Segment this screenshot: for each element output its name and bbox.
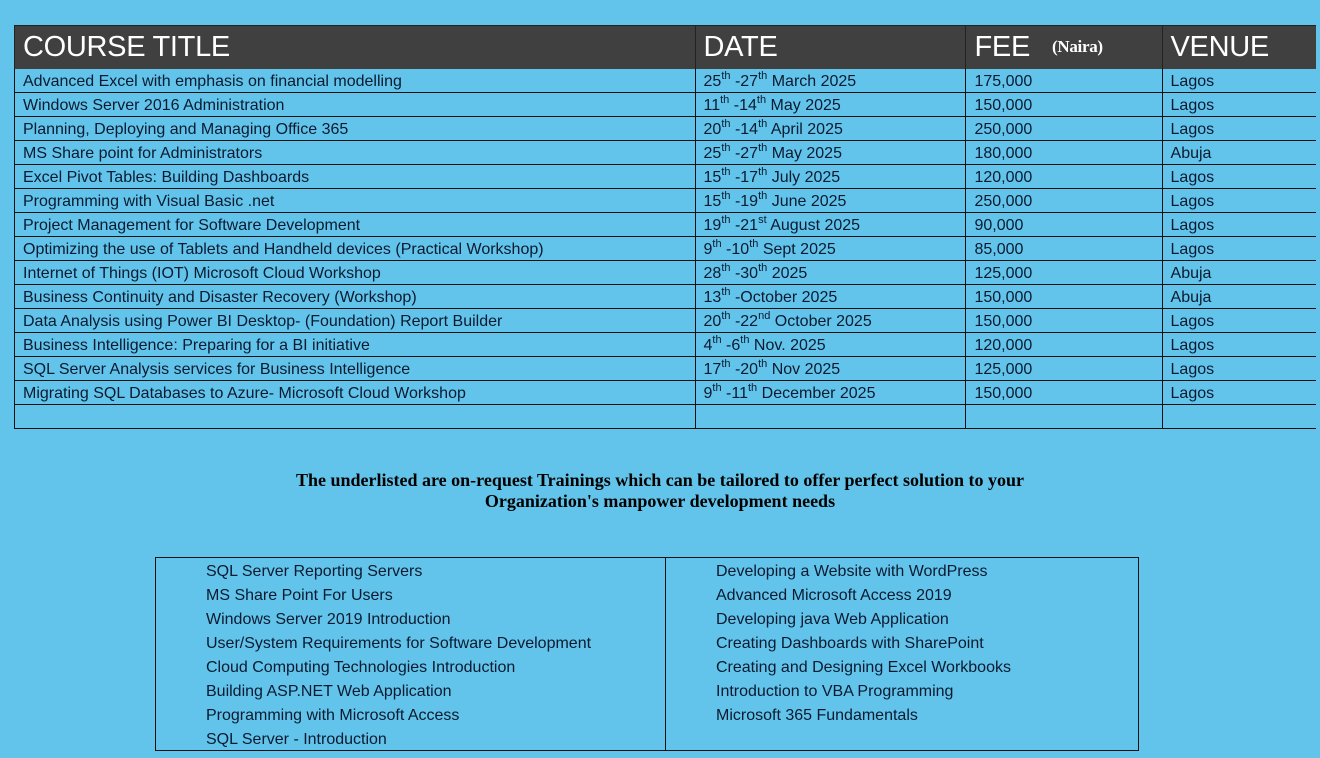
- date-separator: -: [721, 337, 732, 354]
- venue-cell: Lagos: [1162, 309, 1316, 333]
- table-row: [15, 165, 1317, 189]
- fee-cell: 250,000: [966, 189, 1162, 213]
- date-start-suffix: th: [721, 142, 731, 154]
- on-request-trainings-box: [155, 557, 1139, 751]
- date-month-year: July 2025: [767, 169, 841, 186]
- course-title-cell: Business Intelligence: Preparing for a BI initiative: [15, 333, 696, 357]
- fee-cell: 180,000: [966, 141, 1162, 165]
- date-end-day: 21: [740, 217, 759, 234]
- date-end-suffix: th: [758, 142, 768, 154]
- date-end-day: 30: [740, 265, 759, 282]
- date-separator: -: [729, 97, 740, 114]
- date-end-day: 20: [740, 361, 759, 378]
- table-row: [15, 117, 1317, 141]
- date-start-suffix: th: [720, 94, 730, 106]
- date-end-suffix: th: [749, 238, 759, 250]
- date-end-suffix: th: [758, 70, 768, 82]
- date-separator: -: [721, 241, 732, 258]
- table-row: [15, 357, 1317, 381]
- table-row: [15, 285, 1317, 309]
- venue-cell: Abuja: [1162, 285, 1316, 309]
- fee-cell: 150,000: [966, 93, 1162, 117]
- date-start-day: 17: [703, 361, 722, 378]
- course-title-cell: MS Share point for Administrators: [15, 141, 696, 165]
- on-request-training-item: User/System Requirements for Software Development: [206, 635, 592, 652]
- table-row: [15, 93, 1317, 117]
- date-start-suffix: th: [721, 166, 731, 178]
- notice-line-1: The underlisted are on-request Trainings which can be tailored to offer perfect solution to your: [296, 470, 1024, 490]
- on-request-column-right: [666, 558, 1138, 750]
- header-fee-label: FEE: [974, 31, 1030, 63]
- date-month-year: October 2025: [740, 289, 838, 306]
- course-title-cell: Business Continuity and Disaster Recovery (Workshop): [15, 285, 696, 309]
- date-end-suffix: th: [758, 118, 768, 130]
- empty-cell: [695, 405, 966, 429]
- date-start-suffix: th: [721, 358, 731, 370]
- date-separator: -: [730, 289, 741, 306]
- on-request-training-item: Cloud Computing Technologies Introduction: [206, 659, 516, 676]
- on-request-training-item: Microsoft 365 Fundamentals: [716, 707, 918, 724]
- date-month-year: Nov. 2025: [749, 337, 826, 354]
- date-end-suffix: th: [740, 334, 750, 346]
- date-end-suffix: th: [758, 358, 768, 370]
- table-row: [15, 381, 1317, 405]
- empty-cell: [1162, 405, 1316, 429]
- venue-cell: Abuja: [1162, 261, 1316, 285]
- date-separator: -: [730, 313, 741, 330]
- date-end-suffix: nd: [758, 310, 771, 322]
- date-cell: [695, 93, 966, 117]
- date-cell: [695, 285, 966, 309]
- date-start-suffix: th: [712, 238, 722, 250]
- date-end-day: 14: [740, 121, 759, 138]
- venue-cell: Lagos: [1162, 117, 1316, 141]
- course-title-cell: Excel Pivot Tables: Building Dashboards: [15, 165, 696, 189]
- table-row: [15, 237, 1317, 261]
- course-title-cell: SQL Server Analysis services for Business Intelligence: [15, 357, 696, 381]
- date-end-day: 10: [731, 241, 750, 258]
- date-end-day: 27: [740, 73, 759, 90]
- fee-cell: 175,000: [966, 69, 1162, 93]
- venue-cell: Lagos: [1162, 189, 1316, 213]
- on-request-notice: [170, 470, 1150, 512]
- date-start-day: 20: [703, 121, 722, 138]
- date-start-day: 20: [703, 313, 722, 330]
- date-start-day: 15: [703, 193, 722, 210]
- on-request-training-item: Developing a Website with WordPress: [716, 563, 988, 580]
- fee-cell: 150,000: [966, 285, 1162, 309]
- venue-cell: Lagos: [1162, 165, 1316, 189]
- empty-table-row: [15, 405, 1317, 429]
- venue-cell: Lagos: [1162, 381, 1316, 405]
- date-cell: [695, 117, 966, 141]
- fee-cell: 85,000: [966, 237, 1162, 261]
- fee-cell: 90,000: [966, 213, 1162, 237]
- date-start-day: 25: [703, 73, 722, 90]
- header-venue: [1162, 26, 1316, 70]
- on-request-training-item: Advanced Microsoft Access 2019: [716, 587, 952, 604]
- course-title-cell: Data Analysis using Power BI Desktop- (Foundation) Report Builder: [15, 309, 696, 333]
- date-cell: [695, 333, 966, 357]
- date-separator: -: [730, 169, 741, 186]
- date-cell: [695, 69, 966, 93]
- venue-cell: Lagos: [1162, 237, 1316, 261]
- table-row: [15, 189, 1317, 213]
- table-body: [15, 69, 1317, 429]
- date-start-suffix: th: [721, 310, 731, 322]
- date-cell: [695, 189, 966, 213]
- header-course-title-label: COURSE TITLE: [23, 31, 230, 63]
- date-end-suffix: th: [756, 94, 767, 106]
- on-request-training-item: Windows Server 2019 Introduction: [206, 611, 451, 628]
- date-month-year: Nov 2025: [767, 361, 841, 378]
- date-end-suffix: th: [758, 166, 768, 178]
- course-title-cell: Migrating SQL Databases to Azure- Microsoft Cloud Workshop: [15, 381, 696, 405]
- course-title-cell: Planning, Deploying and Managing Office 365: [15, 117, 696, 141]
- date-separator: -: [730, 73, 741, 90]
- empty-cell: [966, 405, 1162, 429]
- date-month-year: May 2025: [766, 97, 841, 114]
- date-month-year: April 2025: [767, 121, 843, 138]
- venue-cell: Lagos: [1162, 357, 1316, 381]
- table-row: [15, 261, 1317, 285]
- date-separator: -: [730, 121, 741, 138]
- date-start-suffix: th: [712, 334, 722, 346]
- date-month-year: March 2025: [767, 73, 857, 90]
- date-separator: -: [730, 193, 741, 210]
- date-separator: -: [730, 217, 741, 234]
- venue-cell: Abuja: [1162, 141, 1316, 165]
- fee-cell: 125,000: [966, 357, 1162, 381]
- course-title-cell: Windows Server 2016 Administration: [15, 93, 696, 117]
- on-request-training-item: Creating and Designing Excel Workbooks: [716, 659, 1011, 676]
- date-end-day: 27: [740, 145, 759, 162]
- date-cell: [695, 237, 966, 261]
- date-start-day: 9: [703, 385, 713, 402]
- fee-cell: 150,000: [966, 381, 1162, 405]
- date-month-year: Sept 2025: [758, 241, 836, 258]
- date-separator: -: [730, 265, 741, 282]
- header-date: [695, 26, 966, 70]
- on-request-training-item: Introduction to VBA Programming: [716, 683, 954, 700]
- date-start-day: 25: [703, 145, 722, 162]
- header-fee-unit: (Naira): [1051, 37, 1103, 56]
- date-start-day: 9: [703, 241, 713, 258]
- table-row: [15, 309, 1317, 333]
- date-start-suffix: th: [721, 214, 731, 226]
- date-end-suffix: th: [758, 190, 768, 202]
- date-separator: -: [730, 145, 741, 162]
- date-start-suffix: th: [721, 262, 731, 274]
- venue-cell: Lagos: [1162, 333, 1316, 357]
- date-end-day: 14: [739, 97, 757, 114]
- date-separator: -: [730, 361, 741, 378]
- date-start-suffix: th: [721, 118, 731, 130]
- date-month-year: December 2025: [757, 385, 876, 402]
- table-row: [15, 333, 1317, 357]
- date-end-day: 19: [740, 193, 759, 210]
- on-request-training-item: MS Share Point For Users: [206, 587, 393, 604]
- course-title-cell: Internet of Things (IOT) Microsoft Cloud Workshop: [15, 261, 696, 285]
- date-start-day: 28: [703, 265, 722, 282]
- venue-cell: Lagos: [1162, 69, 1316, 93]
- course-schedule-table: [14, 25, 1316, 429]
- fee-cell: 250,000: [966, 117, 1162, 141]
- date-month-year: June 2025: [767, 193, 847, 210]
- header-venue-label: VENUE: [1170, 31, 1269, 63]
- header-date-label: DATE: [703, 31, 778, 63]
- header-course-title: [15, 26, 696, 70]
- date-cell: [695, 381, 966, 405]
- fee-cell: 120,000: [966, 333, 1162, 357]
- date-start-suffix: th: [721, 70, 731, 82]
- course-title-cell: Optimizing the use of Tablets and Handheld devices (Practical Workshop): [15, 237, 696, 261]
- date-cell: [695, 357, 966, 381]
- date-cell: [695, 165, 966, 189]
- fee-cell: 150,000: [966, 309, 1162, 333]
- date-end-day: 6: [731, 337, 741, 354]
- on-request-training-item: Developing java Web Application: [716, 611, 949, 628]
- date-end-suffix: th: [758, 262, 768, 274]
- date-start-day: 4: [703, 337, 713, 354]
- date-start-day: 11: [703, 97, 721, 114]
- date-month-year: October 2025: [770, 313, 872, 330]
- date-end-suffix: th: [748, 382, 758, 394]
- date-separator: -: [721, 385, 732, 402]
- date-start-day: 19: [703, 217, 722, 234]
- venue-cell: Lagos: [1162, 93, 1316, 117]
- date-start-suffix: th: [721, 286, 731, 298]
- date-month-year: May 2025: [767, 145, 842, 162]
- date-end-day: 11: [731, 385, 748, 402]
- header-fee: [966, 26, 1162, 70]
- table-row: [15, 213, 1317, 237]
- fee-cell: 120,000: [966, 165, 1162, 189]
- date-start-day: 15: [703, 169, 722, 186]
- table-row: [15, 141, 1317, 165]
- notice-line-2: Organization's manpower development needs: [484, 491, 836, 511]
- date-start-day: 13: [703, 289, 722, 306]
- on-request-training-item: Creating Dashboards with SharePoint: [716, 635, 984, 652]
- date-start-suffix: th: [712, 382, 722, 394]
- date-start-suffix: th: [721, 190, 731, 202]
- date-end-suffix: st: [758, 214, 767, 226]
- fee-cell: 125,000: [966, 261, 1162, 285]
- table-header-row: [15, 26, 1317, 70]
- date-end-day: 17: [740, 169, 759, 186]
- date-end-day: 22: [740, 313, 759, 330]
- on-request-training-item: Programming with Microsoft Access: [206, 707, 460, 724]
- date-cell: [695, 213, 966, 237]
- course-title-cell: Advanced Excel with emphasis on financial modelling: [15, 69, 696, 93]
- venue-cell: Lagos: [1162, 213, 1316, 237]
- on-request-column-left: [156, 558, 666, 750]
- date-cell: [695, 261, 966, 285]
- table-row: [15, 69, 1317, 93]
- course-title-cell: Project Management for Software Development: [15, 213, 696, 237]
- on-request-training-item: SQL Server Reporting Servers: [206, 563, 423, 580]
- on-request-training-item: SQL Server - Introduction: [206, 731, 387, 748]
- date-cell: [695, 141, 966, 165]
- on-request-training-item: Building ASP.NET Web Application: [206, 683, 452, 700]
- empty-cell: [15, 405, 696, 429]
- date-month-year: August 2025: [766, 217, 861, 234]
- date-month-year: 2025: [767, 265, 808, 282]
- date-cell: [695, 309, 966, 333]
- course-title-cell: Programming with Visual Basic .net: [15, 189, 696, 213]
